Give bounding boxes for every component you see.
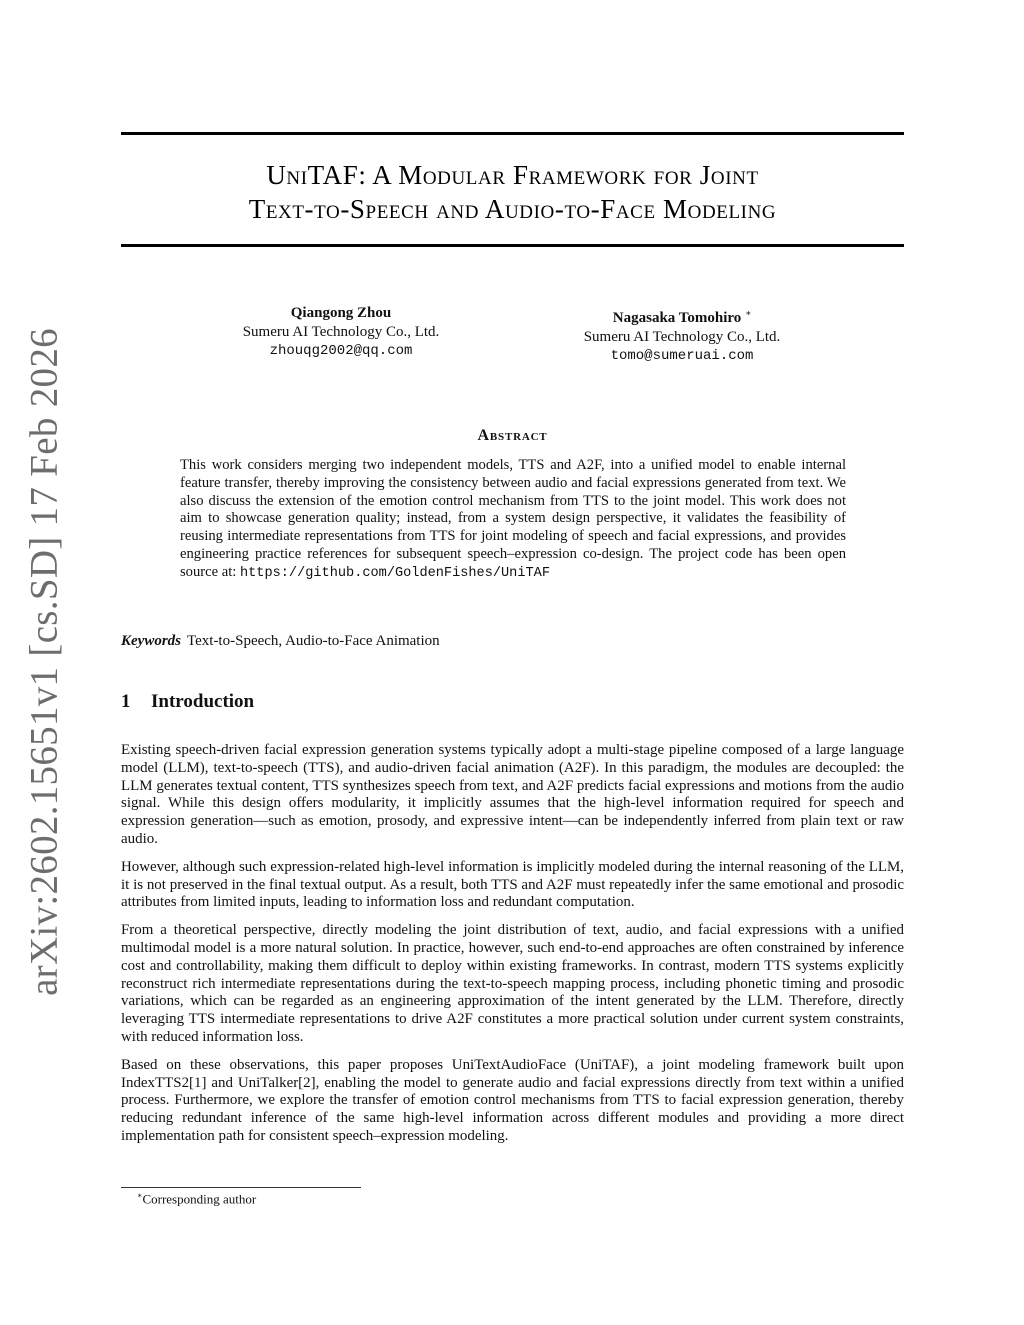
abstract-heading: Abstract [477, 427, 548, 444]
keywords [121, 633, 440, 650]
paragraph: Existing speech-driven facial expression generation systems typically adopt a multi-stage pipeline composed of a large language model (LLM), text-to-speech (TTS), and audio-driven facial animation (A2F). In this paradigm, the modules are decoupled: the LLM generates textual content, TTS synthesizes speech from text, and A2F predicts facial expressions and motions from the audio signal. While this design offers modularity, it implicitly assumes that the high-level information required for speech and expression generation—such as emotion, prosody, and expressive intent—can be independently inferred from plain text or raw audio. [121, 742, 904, 847]
author-block-1 [191, 304, 491, 361]
author-email[interactable]: zhouqg2002@qq.com [269, 343, 413, 359]
author-name: Qiangong Zhou [290, 305, 392, 321]
footnote-rule [121, 1187, 361, 1188]
footnote-mark: ∗ [137, 1191, 143, 1200]
title-line-2: Text-to-Speech and Audio-to-Face Modeling [248, 194, 777, 224]
section-title: Introduction [151, 691, 255, 712]
title-line-1: UniTAF: A Modular Framework for Joint [266, 160, 759, 190]
author-block-2 [532, 304, 832, 366]
section-number: 1 [121, 691, 131, 712]
footnote [137, 1191, 256, 1207]
title-rule-bottom [121, 244, 904, 247]
corresponding-mark: ∗ [745, 308, 752, 318]
paragraph: From a theoretical perspective, directly modeling the joint distribution of text, audio, and facial expressions with a unified multimodal model is a more natural solution. In practice, however, such end-to-end approaches are often constrained by inference cost and controllability, making them difficult to deploy within existing frameworks. In contrast, modern TTS systems explicitly reconstruct rich intermediate representations during the text-to-speech mapping process, including phonetic timing and prosodic variations, which can be regarded as an engineering approximation of the intent generated by the LLM. Therefore, directly leveraging TTS intermediate representations to drive A2F constitutes a more practical solution under current system constraints, with reduced information loss. [121, 922, 904, 1045]
paragraph: However, although such expression-related high-level information is implicitly modeled during the internal reasoning of the LLM, it is not preserved in the final textual output. As a result, both TTS and A2F must repeatedly infer the same emotional and prosodic attributes from limited inputs, leading to information loss and redundant computation. [121, 858, 904, 911]
abstract-text: This work considers merging two independent models, TTS and A2F, into a unified model to enable internal feature transfer, thereby improving the consistency between audio and facial expressions generated from text. We also discuss the extension of the emotion control mechanism from TTS to the joint model. This work does not aim to showcase generation quality; instead, from a system design perspective, it validates the feasibility of reusing intermediate representations from TTS for joint modeling of speech and facial expressions, and provides engineering practice references for subsequent speech–expression co-design. The project code has been open source at: [180, 457, 846, 580]
project-url-link[interactable]: https://github.com/GoldenFishes/UniTAF [239, 565, 550, 581]
footnote-text: Corresponding author [142, 1191, 257, 1207]
author-affiliation: Sumeru AI Technology Co., Ltd. [583, 329, 781, 345]
author-name-line [532, 304, 832, 328]
introduction-body [121, 742, 904, 1156]
arxiv-identifier: arXiv:2602.15651v1 [cs.SD] 17 Feb 2026 [22, 328, 66, 996]
abstract-body [180, 457, 846, 583]
author-name: Nagasaka Tomohiro [612, 310, 742, 326]
author-email[interactable]: tomo@sumeruai.com [610, 348, 754, 364]
author-affiliation: Sumeru AI Technology Co., Ltd. [242, 324, 440, 340]
paragraph: Based on these observations, this paper proposes UniTextAudioFace (UniTAF), a joint modeling framework built upon IndexTTS2[1] and UniTalker[2], enabling the model to generate audio and facial expressions directly from text within a unified process. Furthermore, we explore the transfer of emotion control mechanisms from TTS to facial expression generation, thereby reducing redundant inference of the same high-level information across different modules and providing a more direct implementation path for consistent speech–expression modeling. [121, 1056, 904, 1144]
section-heading [121, 691, 254, 713]
keywords-label: Keywords [121, 633, 181, 649]
paper-title [121, 158, 904, 226]
title-rule-top [121, 132, 904, 135]
keywords-text: Text-to-Speech, Audio-to-Face Animation [187, 633, 440, 649]
